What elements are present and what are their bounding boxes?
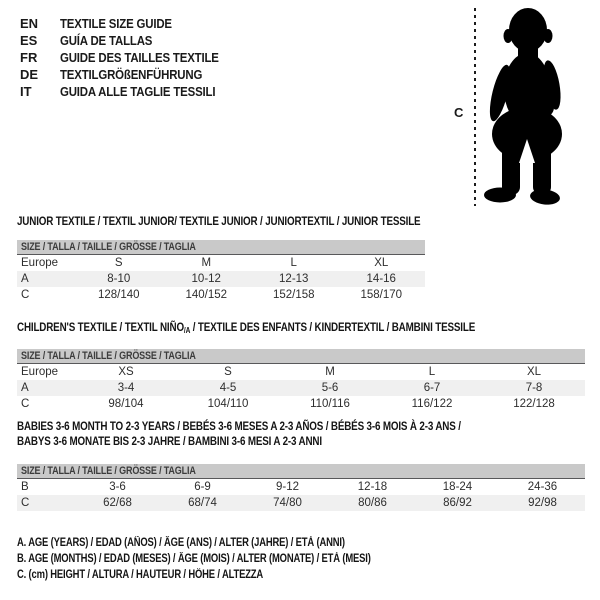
row-label-cell: C: [21, 497, 30, 509]
value-cell: 10-12: [191, 273, 221, 285]
language-row: [20, 83, 240, 100]
language-label: [60, 32, 165, 49]
language-code: FR: [20, 50, 38, 65]
size-header-bar: [17, 349, 585, 364]
table-row: [17, 364, 585, 380]
footnote-text: A. AGE (YEARS) / EDAD (AÑOS) / ÂGE (ANS) / ALTER (JAHRE) / ETÀ (ANNI): [17, 537, 345, 549]
footnote-line: [17, 567, 448, 583]
language-row: [20, 32, 240, 49]
value-cell: 68/74: [188, 497, 217, 509]
value-cell: 7-8: [525, 382, 543, 394]
table-row: [17, 380, 585, 396]
section-heading-line: [17, 434, 585, 449]
babies-section-heading: [17, 419, 585, 449]
section-heading-text: [17, 434, 322, 449]
value-cell: L: [290, 257, 297, 269]
size-figure: [440, 0, 600, 215]
language-code: IT: [20, 84, 32, 99]
language-label-text: TEXTILGRÖßENFÜHRUNG: [60, 67, 203, 82]
heading-segment: / TEXTILE DES ENFANTS / KINDERTEXTIL / BAMBINI TESSILE: [190, 320, 476, 334]
section-heading-line: [17, 419, 585, 434]
junior-size-table: [17, 240, 425, 303]
value-cell: L: [428, 366, 436, 378]
value-cell: 3-6: [109, 481, 126, 493]
footnote-line: [17, 535, 448, 551]
value-cell: M: [325, 366, 335, 378]
section-heading-line: [17, 320, 585, 338]
footnote-text: B. AGE (MONTHS) / EDAD (MESES) / ÂGE (MOIS) / ALTER (MONATE) / ETÀ (MESI): [17, 553, 371, 565]
heading-segment: /A: [183, 326, 191, 335]
table-row: [17, 479, 585, 495]
footnote-line: [17, 551, 448, 567]
language-code: EN: [20, 16, 39, 31]
language-label: [60, 49, 240, 66]
value-cell: 140/152: [185, 289, 228, 301]
junior-section-heading: [17, 214, 509, 229]
babies-textile-section: [17, 419, 585, 511]
children-size-table: [17, 349, 585, 412]
table-row: [17, 255, 425, 271]
language-code: ES: [20, 33, 38, 48]
value-cell: 24-36: [527, 481, 558, 493]
size-header-bar-label: SIZE / TALLA / TAILLE / GRÖSSE / TAGLIA: [21, 350, 196, 362]
value-cell: 152/158: [272, 289, 315, 301]
row-label-cell: C: [21, 289, 30, 301]
section-heading-text: [17, 320, 475, 338]
language-label: [60, 83, 237, 100]
value-cell: 4-5: [219, 382, 237, 394]
row-label-cell: Europe: [21, 366, 59, 378]
height-dashed-line: [474, 8, 476, 206]
value-cell: 9-12: [275, 481, 300, 493]
footnote-text: C. (cm) HEIGHT / ALTURA / HAUTEUR / HÖHE / ALTEZZA: [17, 569, 264, 581]
section-heading-line: [17, 214, 509, 229]
language-label-text: GUIDA ALLE TAGLIE TESSILI: [60, 84, 216, 99]
section-heading-text: [17, 419, 461, 434]
size-header-bar-label: SIZE / TALLA / TAILLE / GRÖSSE / TAGLIA: [21, 241, 196, 253]
value-cell: 6-7: [423, 382, 441, 394]
heading-segment: CHILDREN'S TEXTILE / TEXTIL NIÑO: [17, 320, 184, 334]
table-row: [17, 287, 425, 303]
junior-textile-section: [17, 214, 509, 303]
value-cell: 6-9: [194, 481, 211, 493]
heading-segment: BABIES 3-6 MONTH TO 2-3 YEARS / BEBÉS 3-6 MESES A 2-3 AÑOS / BÉBÉS 3-6 MOIS À 2-3 ANS /: [17, 419, 461, 433]
table-row: [17, 396, 585, 412]
value-cell: S: [114, 257, 123, 269]
value-cell: 12-18: [357, 481, 388, 493]
row-label-cell: Europe: [21, 257, 59, 269]
value-cell: 18-24: [442, 481, 473, 493]
table-row: [17, 495, 585, 511]
language-label-text: GUIDE DES TAILLES TEXTILE: [60, 50, 219, 65]
size-header-bar: [17, 240, 425, 255]
value-cell: 122/128: [513, 398, 555, 410]
value-cell: 98/104: [108, 398, 144, 410]
children-section-heading: [17, 320, 585, 338]
language-row: [20, 49, 240, 66]
babies-size-table: [17, 464, 585, 511]
value-cell: 86/92: [443, 497, 472, 509]
childrens-textile-section: [17, 320, 585, 412]
value-cell: 5-6: [321, 382, 339, 394]
section-heading-text: [17, 214, 420, 229]
value-cell: 3-4: [117, 382, 135, 394]
language-label-text: GUÍA DE TALLAS: [60, 33, 153, 48]
value-cell: M: [201, 257, 212, 269]
value-cell: 158/170: [360, 289, 403, 301]
value-cell: 62/68: [103, 497, 132, 509]
value-cell: 74/80: [273, 497, 302, 509]
value-cell: XL: [374, 257, 389, 269]
heading-segment: BABYS 3-6 MONATE BIS 2-3 JAHRE / BAMBINI 3-6 MESI A 2-3 ANNI: [17, 434, 322, 448]
value-cell: 8-10: [107, 273, 131, 285]
value-cell: 104/110: [207, 398, 249, 410]
value-cell: XS: [118, 366, 134, 378]
heading-segment: JUNIOR TEXTILE / TEXTIL JUNIOR/ TEXTILE JUNIOR / JUNIORTEXTIL / JUNIOR TESSILE: [17, 214, 421, 228]
row-label-cell: B: [21, 481, 29, 493]
language-code: DE: [20, 67, 39, 82]
row-label-cell: C: [21, 398, 30, 410]
value-cell: 116/122: [411, 398, 453, 410]
value-cell: 12-13: [279, 273, 309, 285]
value-cell: XL: [526, 366, 542, 378]
row-label-cell: A: [21, 273, 29, 285]
value-cell: S: [224, 366, 232, 378]
language-label: [60, 15, 187, 32]
value-cell: 14-16: [366, 273, 396, 285]
row-label-cell: A: [21, 382, 29, 394]
value-cell: 128/140: [97, 289, 140, 301]
baby-silhouette-image: [483, 5, 571, 207]
value-cell: 92/98: [528, 497, 557, 509]
height-marker-label: C: [454, 105, 464, 120]
language-list: [20, 15, 240, 100]
language-label: [60, 66, 222, 83]
language-row: [20, 66, 240, 83]
value-cell: 110/116: [310, 398, 350, 410]
language-label-text: TEXTILE SIZE GUIDE: [60, 16, 172, 31]
size-header-bar: [17, 464, 585, 479]
footnote-legend: [17, 535, 448, 583]
value-cell: 80/86: [358, 497, 387, 509]
language-row: [20, 15, 240, 32]
table-row: [17, 271, 425, 287]
size-header-bar-label: SIZE / TALLA / TAILLE / GRÖSSE / TAGLIA: [21, 465, 196, 477]
